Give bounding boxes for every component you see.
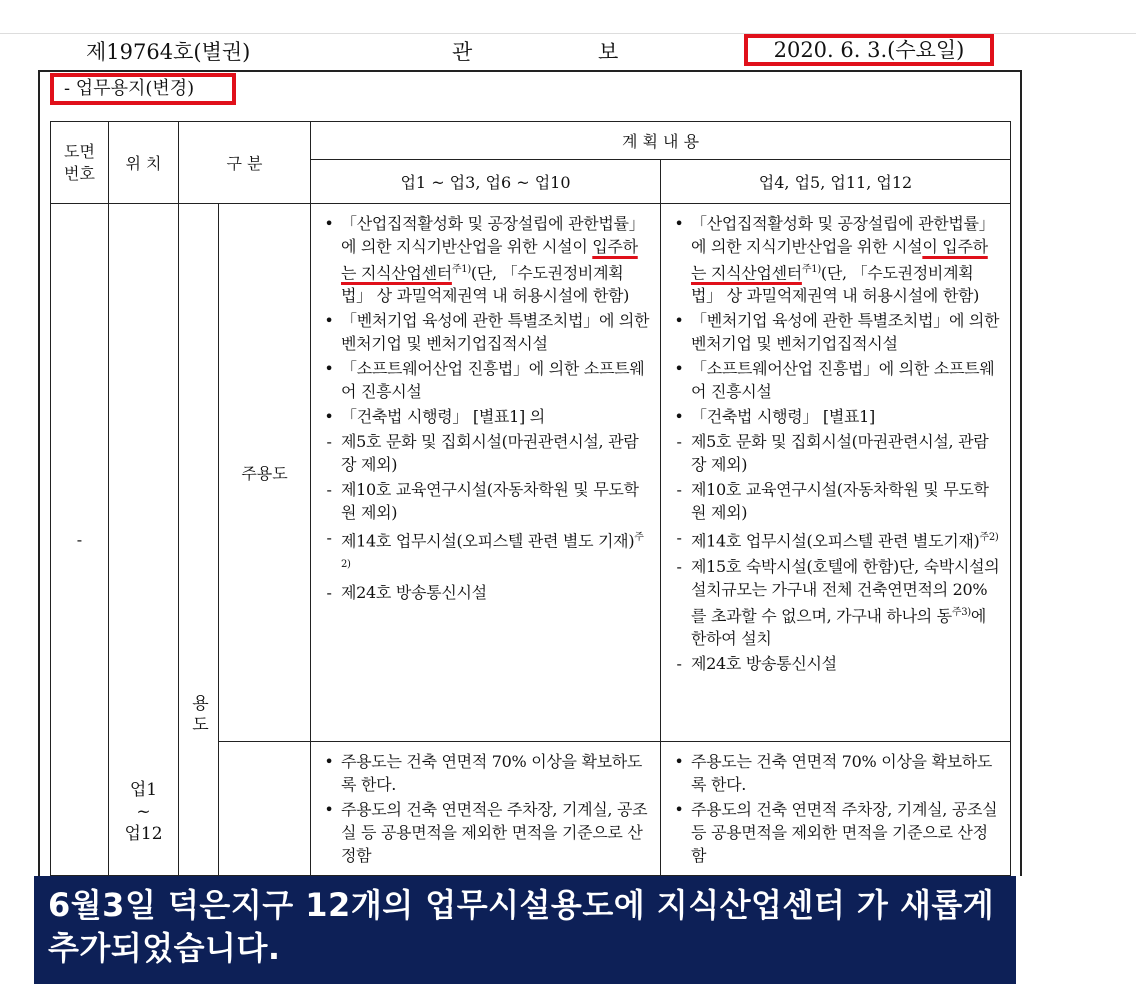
group-b-use-item bbox=[669, 478, 1000, 524]
group-b-uses-cell bbox=[661, 204, 1011, 742]
group-a-note-item bbox=[319, 798, 650, 867]
group-a-note-item-text: 주용도의 건축 연면적은 주차장, 기계실, 공조실 등 공용면적을 제외한 면적을 기준으로 산정함 bbox=[341, 800, 648, 865]
group-b-use-item bbox=[669, 357, 1000, 403]
group-b-note-item bbox=[669, 798, 1000, 867]
gazette-issue-number: 제19764호(별권) bbox=[86, 40, 251, 64]
header-group-b: 업4, 업5, 업11, 업12 bbox=[661, 160, 1011, 204]
group-a-notes-cell bbox=[311, 742, 661, 876]
group-a-note-item-marker: • bbox=[324, 800, 334, 819]
category-sub-cell: 주용도 bbox=[219, 204, 311, 742]
group-b-use-item-text: 「산업집적활성화 및 공장설립에 관한법률」에 의한 지식기반산업을 위한 시설 bbox=[691, 214, 995, 256]
location-to: 업12 bbox=[124, 824, 163, 844]
group-b-uses-list bbox=[669, 212, 1000, 675]
location-cell bbox=[109, 204, 179, 876]
group-a-use-item-footnote: 주2) bbox=[341, 532, 644, 570]
group-b-note-item-text: 주용도의 건축 연면적 주차장, 기계실, 공조실 등 공용면적을 제외한 면적을 기준으로 산정함 bbox=[691, 800, 998, 865]
category-sub-blank bbox=[219, 742, 311, 876]
group-b-use-item-footnote: 주1) bbox=[801, 264, 821, 275]
document-frame-top bbox=[38, 70, 1022, 72]
location-tilde: ~ bbox=[136, 802, 151, 822]
land-use-plan-table bbox=[50, 121, 1011, 876]
group-b-use-item bbox=[669, 309, 1000, 355]
group-a-use-item-text: 제14호 업무시설(오피스텔 관련 별도 기재) bbox=[341, 531, 635, 551]
group-a-use-item-marker: - bbox=[326, 432, 332, 452]
group-a-note-item-marker: • bbox=[324, 752, 334, 771]
group-b-use-item-text-tail: 에 한하여 설치 bbox=[691, 605, 987, 648]
group-a-use-item bbox=[319, 309, 650, 355]
group-b-use-item-marker: - bbox=[676, 653, 682, 673]
group-a-note-item bbox=[319, 750, 650, 796]
group-a-uses-list bbox=[319, 212, 650, 604]
group-a-use-item-marker: - bbox=[326, 480, 332, 500]
group-b-use-item-marker: • bbox=[674, 407, 684, 427]
group-b-use-item-marker: • bbox=[674, 311, 684, 331]
gazette-title-second-char: 보 bbox=[598, 40, 619, 64]
group-a-use-item-text: 제24호 방송통신시설 bbox=[341, 582, 487, 602]
group-a-uses-cell bbox=[311, 204, 661, 742]
group-b-use-item-text: 제5호 문화 및 집회시설(마권관련시설, 관람장 제외) bbox=[691, 432, 989, 475]
group-b-use-item-text: 「건축법 시행령」 [별표1] bbox=[691, 407, 875, 427]
group-b-use-item-marker: - bbox=[676, 432, 682, 452]
group-a-use-item bbox=[319, 357, 650, 403]
group-b-use-item-text: 제14호 업무시설(오피스텔 관련 별도기재) bbox=[691, 531, 980, 551]
group-a-use-item-marker: • bbox=[324, 359, 334, 379]
group-b-use-item-text: 「소프트웨어산업 진흥법」에 의한 소프트웨어 진흥시설 bbox=[691, 359, 995, 402]
group-a-use-item-text: 제5호 문화 및 집회시설(마권관련시설, 관람장 제외) bbox=[341, 432, 639, 475]
gazette-title-first-char: 관 bbox=[452, 40, 473, 64]
group-a-use-item-marker: - bbox=[326, 528, 332, 548]
group-a-use-item bbox=[319, 526, 650, 579]
document-frame-right bbox=[1020, 70, 1022, 876]
group-b-use-item-marker: - bbox=[676, 528, 682, 548]
group-a-use-item bbox=[319, 430, 650, 476]
group-b-use-item-text: 제10호 교육연구시설(자동차학원 및 무도학원 제외) bbox=[691, 480, 989, 523]
group-b-use-item bbox=[669, 555, 1000, 650]
group-b-use-item bbox=[669, 526, 1000, 552]
group-b-note-item-marker: • bbox=[674, 800, 684, 819]
group-b-use-item bbox=[669, 652, 1000, 675]
header-map-number: 도면 번호 bbox=[51, 122, 109, 204]
group-a-use-item-marker: • bbox=[324, 311, 334, 331]
group-b-use-item-marker: • bbox=[674, 359, 684, 379]
group-b-use-item-marker: - bbox=[676, 480, 682, 500]
document-frame-left bbox=[38, 70, 40, 876]
group-a-use-item-text: 「산업집적활성화 및 공장설립에 관한법률」에 의한 지식기반산업을 위한 시설이 bbox=[341, 214, 645, 256]
group-b-note-item-marker: • bbox=[674, 752, 684, 771]
group-a-use-item bbox=[319, 405, 650, 428]
group-b-use-item-text: 제24호 방송통신시설 bbox=[691, 653, 837, 673]
group-b-notes-list bbox=[669, 750, 1000, 867]
group-a-use-item-footnote: 주1) bbox=[451, 264, 471, 275]
group-a-note-item-text: 주용도는 건축 연면적 70% 이상을 확보하도록 한다. bbox=[341, 752, 643, 794]
group-a-use-item-marker: • bbox=[324, 214, 334, 233]
category-main-cell bbox=[179, 204, 219, 876]
category-main-label: 용도 bbox=[188, 694, 208, 736]
header-plan-content: 계 획 내 용 bbox=[311, 122, 1011, 160]
location-from: 업1 bbox=[129, 780, 158, 800]
group-b-use-item-text: 제15호 숙박시설(호텔에 한함)단, 숙박시설의 설치규모는 가구내 전체 건축연면적의 20%를 초과할 수 없으며, 가구내 하나의 동 bbox=[691, 556, 1000, 625]
publication-date-highlighted: 2020. 6. 3.(수요일) bbox=[744, 34, 994, 66]
group-b-use-item bbox=[669, 405, 1000, 428]
group-b-notes-cell bbox=[661, 742, 1011, 876]
group-a-use-item-highlight: 입주하는 지식산업센터 bbox=[341, 237, 638, 283]
group-b-use-item bbox=[669, 212, 1000, 307]
group-b-use-item bbox=[669, 430, 1000, 476]
header-category: 구 분 bbox=[179, 122, 311, 204]
group-a-use-item-marker: • bbox=[324, 407, 334, 427]
group-a-use-item-text-tail: (단, 「수도권정비계획법」 상 과밀억제권역 내 허용시설에 한함) bbox=[341, 263, 630, 306]
section-title-highlighted: - 업무용지(변경) bbox=[50, 73, 236, 105]
header-group-a: 업1 ~ 업3, 업6 ~ 업10 bbox=[311, 160, 661, 204]
group-a-notes-list bbox=[319, 750, 650, 867]
group-b-use-item-text-tail: (단, 「수도권정비계획법」 상 과밀억제권역 내 허용시설에 한함) bbox=[691, 263, 980, 306]
group-b-use-item-highlight: 이 입주하는 지식산업센터 bbox=[691, 237, 988, 283]
group-b-use-item-marker: - bbox=[676, 556, 682, 576]
group-b-note-item-text: 주용도는 건축 연면적 70% 이상을 확보하도록 한다. bbox=[691, 752, 993, 794]
group-b-use-item-text: 「벤처기업 육성에 관한 특별조치법」에 의한 벤처기업 및 벤처기업집적시설 bbox=[691, 311, 1000, 354]
group-a-use-item bbox=[319, 478, 650, 524]
group-b-use-item-footnote: 주2) bbox=[979, 532, 999, 544]
map-number-cell: - bbox=[51, 204, 109, 876]
header-location: 위 치 bbox=[109, 122, 179, 204]
group-a-use-item-marker: - bbox=[326, 582, 332, 602]
group-a-use-item-text: 「벤처기업 육성에 관한 특별조치법」에 의한 벤처기업 및 벤처기업집적시설 bbox=[341, 311, 650, 354]
group-a-use-item-text: 「소프트웨어산업 진흥법」에 의한 소프트웨어 진흥시설 bbox=[341, 359, 645, 402]
group-b-use-item-marker: • bbox=[674, 214, 684, 233]
group-a-use-item bbox=[319, 212, 650, 307]
group-b-note-item bbox=[669, 750, 1000, 796]
group-a-use-item-text: 「건축법 시행령」 [별표1] 의 bbox=[341, 407, 545, 427]
group-a-use-item-text: 제10호 교육연구시설(자동차학원 및 무도학원 제외) bbox=[341, 480, 639, 523]
group-a-use-item bbox=[319, 581, 650, 604]
announcement-caption-banner: 6월3일 덕은지구 12개의 업무시설용도에 지식산업센터 가 새롭게 추가되었습니다. bbox=[34, 876, 1016, 984]
group-b-use-item-footnote: 주3) bbox=[951, 606, 971, 618]
